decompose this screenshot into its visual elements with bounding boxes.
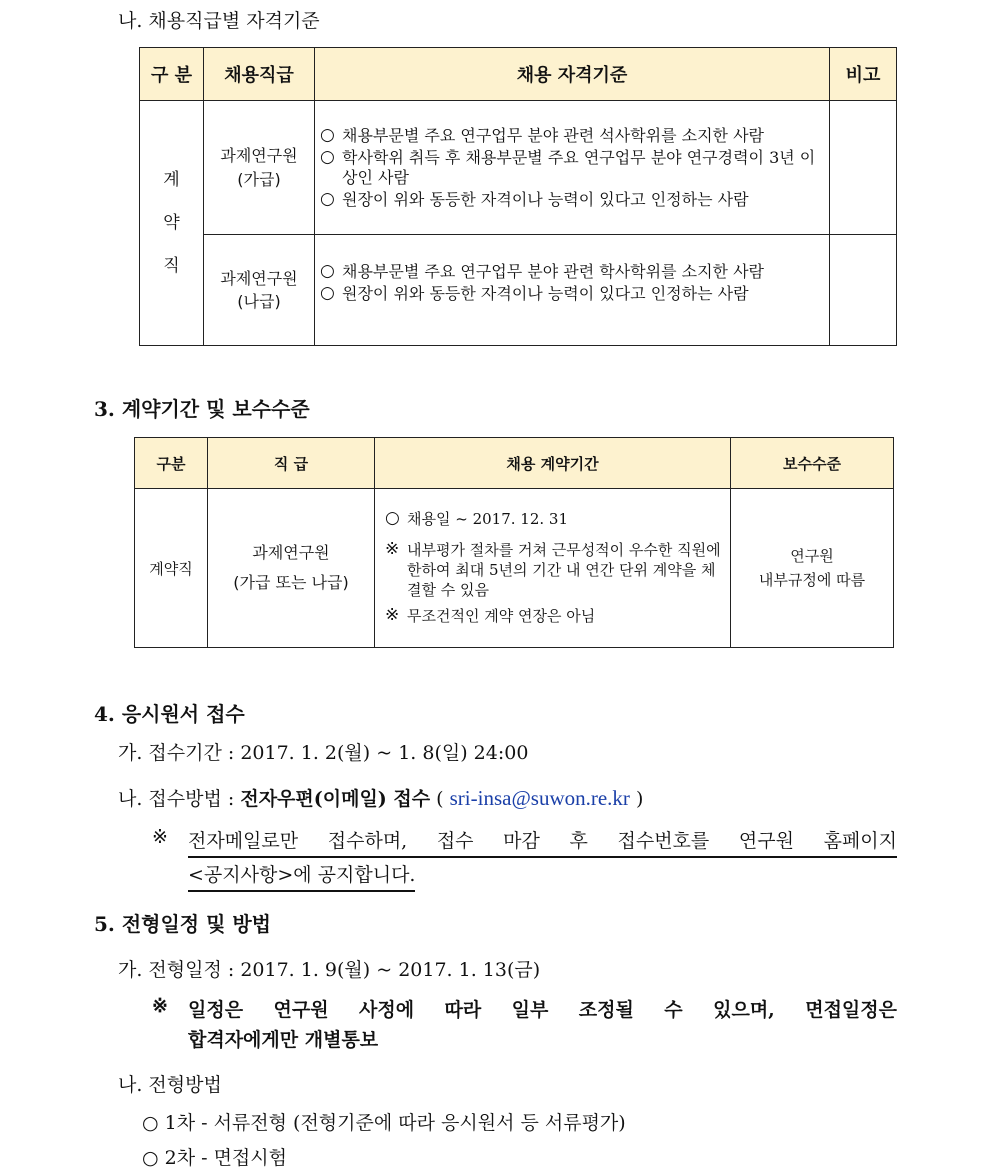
selection-step: ○ 2차 - 면접시험 (142, 1147, 287, 1169)
section-title-contract: 3. 계약기간 및 보수수준 (94, 397, 310, 421)
period-item: ※ 무조건적인 계약 연장은 아님 (385, 605, 596, 626)
subsection-title: 나. 채용직급별 자격기준 (118, 10, 320, 32)
note-cell (830, 235, 897, 346)
period-item: ※ 내부평가 절차를 거쳐 근무성적이 우수한 직원에 한하여 최대 5년의 기간 내 연간 단위 계약을 체결할 수 있음 (385, 538, 721, 600)
circle-icon: ○ (142, 1112, 159, 1134)
table-header-row (140, 48, 897, 101)
qualification-table (139, 47, 897, 346)
header-type: 구분 (135, 438, 208, 489)
criteria-item: ○ 원장이 위와 동등한 자격이나 능력이 있다고 인정하는 사람 (320, 188, 749, 209)
criteria-item: ○ 채용부문별 주요 연구업무 분야 관련 학사학위를 소지한 사람 (320, 261, 765, 281)
table-row (140, 235, 897, 346)
note-mark: ※ (152, 995, 168, 1017)
application-note-line2: <공지사항>에 공지합니다. (188, 860, 415, 892)
application-period: 가. 접수기간 : 2017. 1. 2(월) ~ 1. 8(일) 24:00 (118, 742, 529, 764)
table-row (140, 101, 897, 235)
section-title-application: 4. 응시원서 접수 (94, 702, 245, 726)
type-cell: 계약직 (135, 489, 208, 648)
criteria-cell (315, 235, 830, 346)
header-period: 채용 계약기간 (375, 438, 731, 489)
header-rank: 채용직급 (204, 48, 315, 101)
selection-note-line2: 합격자에게만 개별통보 (188, 1029, 379, 1051)
table-header-row (135, 438, 894, 489)
circle-icon: ○ (142, 1147, 159, 1169)
section-title-selection: 5. 전형일정 및 방법 (94, 912, 272, 936)
period-cell (375, 489, 731, 648)
period-item: ○ 채용일 ~ 2017. 12. 31 (385, 508, 568, 529)
table-row (135, 489, 894, 648)
application-method: 나. 접수방법 : 전자우편(이메일) 접수 ( sri-insa@suwon.re.kr ) (118, 786, 644, 810)
header-category: 구 분 (140, 48, 204, 101)
criteria-item: ○ 채용부문별 주요 연구업무 분야 관련 석사학위를 소지한 사람 (320, 125, 765, 146)
email-link[interactable]: sri-insa@suwon.re.kr (449, 786, 630, 810)
selection-method-title: 나. 전형방법 (118, 1074, 222, 1096)
criteria-item: ○ 원장이 위와 동등한 자격이나 능력이 있다고 인정하는 사람 (320, 283, 749, 304)
header-pay: 보수수준 (731, 438, 894, 489)
contract-table (134, 437, 894, 648)
selection-schedule: 가. 전형일정 : 2017. 1. 9(월) ~ 2017. 1. 13(금) (118, 959, 541, 981)
criteria-item: ○ 학사학위 취득 후 채용부문별 주요 연구업무 분야 연구경력이 3년 이상인 사람 (320, 147, 816, 187)
header-note: 비고 (830, 48, 897, 101)
rank-cell: 과제연구원 (가급) (204, 101, 315, 235)
rank-cell: 과제연구원 (가급 또는 나급) (208, 489, 375, 648)
application-note-line1: 전자메일로만 접수하며, 접수 마감 후 접수번호를 연구원 홈페이지 (188, 826, 897, 858)
group-label-contract: 계 약 직 (140, 101, 204, 346)
pay-cell: 연구원 내부규정에 따름 (731, 489, 894, 648)
rank-cell: 과제연구원 (나급) (204, 235, 315, 346)
note-cell (830, 101, 897, 235)
selection-note-line1: 일정은 연구원 사정에 따라 일부 조정될 수 있으며, 면접일정은 (188, 999, 897, 1021)
header-criteria: 채용 자격기준 (315, 48, 830, 101)
note-mark: ※ (152, 826, 168, 848)
selection-step: ○ 1차 - 서류전형 (전형기준에 따라 응시원서 등 서류평가) (142, 1112, 626, 1134)
criteria-cell (315, 101, 830, 235)
application-method-value: 전자우편(이메일) 접수 (240, 788, 431, 810)
header-rank: 직 급 (208, 438, 375, 489)
